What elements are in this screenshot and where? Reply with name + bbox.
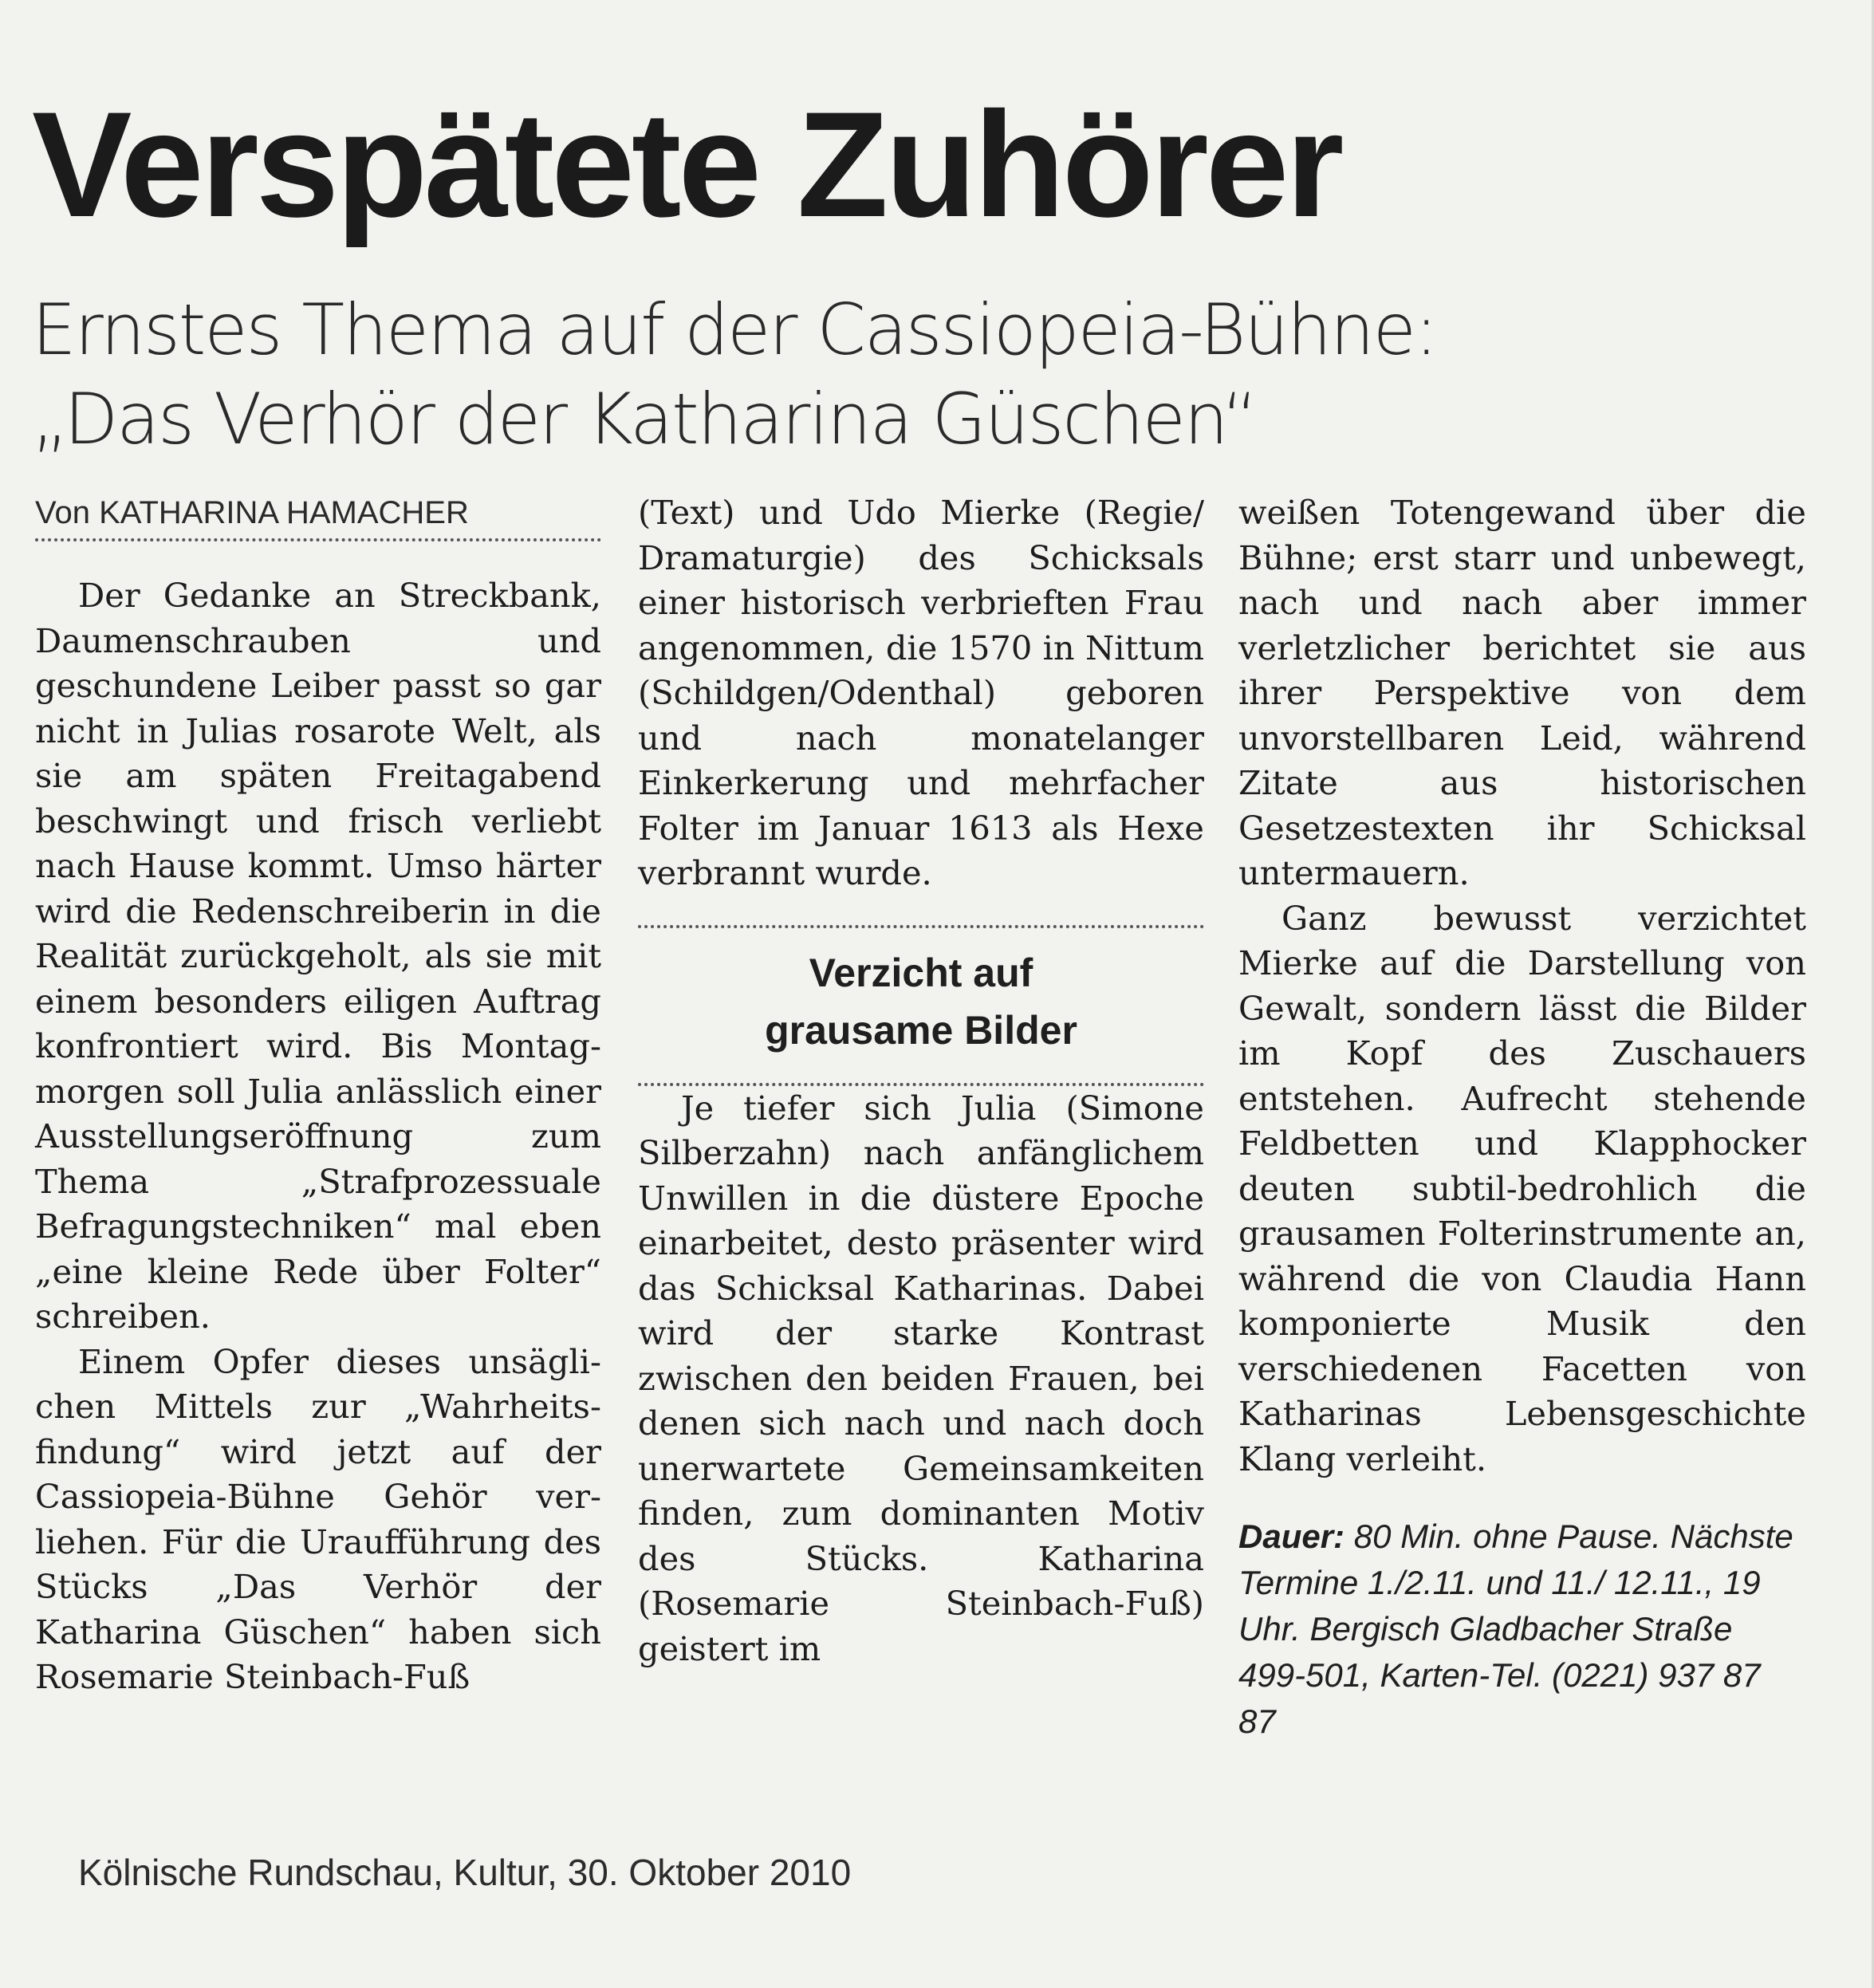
interheadline-line-1: Verzicht auf bbox=[809, 950, 1033, 995]
subheadline bbox=[32, 285, 1437, 464]
column-2 bbox=[638, 490, 1204, 1671]
interheadline-line-2: grausame Bilder bbox=[765, 1007, 1077, 1053]
headline: Verspätete Zuhörer bbox=[32, 81, 1341, 248]
paragraph-2-start: Einem Opfer dieses unsäglichen Mittels zur „Wahrheitsfindung“ wird jetzt auf der Cassiopeia-Bühne Gehör verliehen. Für die Uraufführung des Stücks „Das Verhör der Katharina Güschen“ haben sich Rosemarie Steinbach-Fuß bbox=[35, 1341, 601, 1696]
paragraph-3-continued: weißen Totengewand über die Bühne; erst starr und unbewegt, nach und nach aber immer verletzlicher berichtet sie aus ihrer Perspektive von dem unvorstellbaren Leid, während Zitate aus historischen Gesetzestexten ihr Schicksal untermauern. bbox=[1238, 493, 1806, 892]
interheadline-block bbox=[638, 925, 1204, 1086]
info-text: 80 Min. ohne Pause. Nächste Termine 1./2.11. und 11./ 12.11., 19 Uhr. Bergisch Gladbacher Straße 499-501, Karten-Tel. (0221) 937 87 87 bbox=[1238, 1518, 1793, 1740]
paragraph-2-continued: (Text) und Udo Mierke (Regie/ Dramaturgie) des Schicksals einer historisch verbrieften Frau angenommen, die 1570 in Nittum (Schildgen/Odenthal) geboren und nach monatelanger Einkerkerung und mehrfacher Folter im Januar 1613 als Hexe verbrannt wurde. bbox=[638, 493, 1204, 892]
info-label: Dauer: bbox=[1238, 1518, 1345, 1555]
subheadline-line-1: Ernstes Thema auf der Cassiopeia-Bühne: bbox=[32, 289, 1437, 371]
byline: Von KATHARINA HAMACHER bbox=[35, 495, 469, 530]
source-citation: Kölnische Rundschau, Kultur, 30. Oktober 2010 bbox=[78, 1852, 852, 1893]
column-3 bbox=[1238, 490, 1806, 1745]
column-1 bbox=[35, 490, 601, 1700]
byline-divider bbox=[35, 538, 601, 541]
interheadline bbox=[638, 928, 1204, 1077]
paragraph-3-start: Je tiefer sich Julia (Simone Silberzahn) nach anfänglichem Unwillen in die düstere Epoche einarbeitet, desto präsenter wird das Schicksal Katharinas. Dabei wird der starke Kontrast zwischen den beiden Frauen, bei denen sich nach und nach doch unerwartete Gemeinsamkeiten finden, zum dominanten Motiv des Stücks. Katharina (Rosemarie Steinbach-Fuß) geistert im bbox=[638, 1088, 1204, 1668]
paragraph-4: Ganz bewusst verzichtet Mierke auf die Darstellung von Gewalt, sondern lässt die Bilder im Kopf des Zuschauers entstehen. Aufrecht stehende Feldbetten und Klapphocker deuten subtil-bedrohlich die grausamen Folterinstrumente an, während die von Claudia Hann komponierte Musik den verschiedenen Facetten von Katharinas Lebensgeschichte Klang verleiht. bbox=[1238, 898, 1806, 1478]
performance-info bbox=[1238, 1514, 1806, 1745]
subheadline-line-2: „Das Verhör der Katharina Güschen“ bbox=[32, 378, 1257, 460]
paragraph-1: Der Gedanke an Streckbank, Daumenschrauben und geschundene Leiber passt so gar nicht in Julias rosarote Welt, als sie am späten Freitagabend beschwingt und frisch verliebt nach Hause kommt. Umso härter wird die Redenschreiberin in die Realität zurückgeholt, als sie mit einem besonders eiligen Auftrag konfrontiert wird. Bis Montagmorgen soll Julia anlässlich einer Ausstellungseröffnung zum Thema „Strafprozessuale Befragungstechniken“ mal eben „eine kleine Rede über Folter“ schreiben. bbox=[35, 576, 601, 1336]
